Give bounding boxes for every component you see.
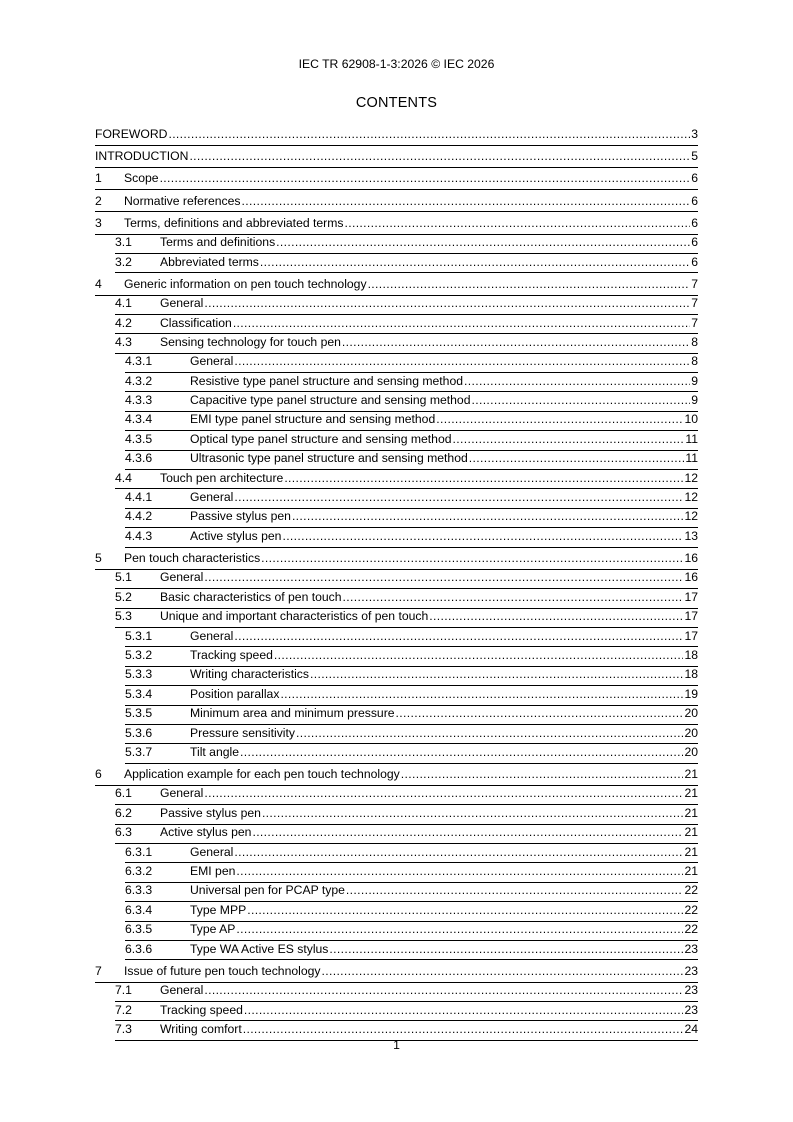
- toc-dot-leader: [252, 823, 683, 842]
- toc-entry-page: 21: [684, 825, 698, 840]
- toc-dot-leader: [204, 784, 683, 803]
- toc-entry-title: EMI pen: [190, 864, 236, 879]
- toc-entry-page: 6: [691, 171, 698, 186]
- toc-entry-title: Type AP: [190, 922, 236, 937]
- toc-entry-title: Classification: [160, 315, 232, 330]
- toc-entry-number: 3: [95, 215, 102, 230]
- toc-dot-leader: [343, 588, 684, 607]
- toc-entry-page: 11: [685, 431, 698, 446]
- toc-entry[interactable]: [95, 294, 698, 313]
- toc-entry-title: Passive stylus pen: [160, 805, 261, 820]
- toc-dot-leader: [189, 147, 690, 166]
- toc-entry-number: 5.3.3: [125, 667, 153, 682]
- toc-entry[interactable]: [95, 527, 698, 546]
- toc-entry-title: Touch pen architecture: [160, 470, 284, 485]
- toc-entry-number: 6.3.1: [125, 844, 153, 859]
- toc-entry-title: INTRODUCTION: [95, 149, 189, 164]
- toc-entry[interactable]: [95, 507, 698, 526]
- toc-dot-leader: [296, 724, 683, 743]
- toc-entry-page: 8: [691, 334, 698, 349]
- toc-entry[interactable]: [95, 410, 698, 429]
- toc-entry-number: 5: [95, 550, 102, 565]
- toc-entry-number: 6.3.6: [125, 941, 153, 956]
- toc-entry-page: 16: [684, 570, 698, 585]
- toc-entry-number: 7: [95, 963, 102, 978]
- toc-dot-leader: [243, 1020, 684, 1039]
- toc-entry[interactable]: [95, 169, 698, 188]
- toc-dot-leader: [204, 981, 683, 1000]
- toc-entry-number: 6.3.3: [125, 883, 153, 898]
- toc-entry-number: 4.4.3: [125, 528, 153, 543]
- toc-entry-page: 10: [684, 412, 698, 427]
- toc-entry-page: 6: [691, 254, 698, 269]
- toc-entry-number: 6.3.5: [125, 922, 153, 937]
- toc-dot-leader: [282, 527, 683, 546]
- toc-entry-number: 4.2: [115, 315, 132, 330]
- toc-entry-title: FOREWORD: [95, 127, 168, 141]
- toc-entry-page: 20: [684, 744, 698, 759]
- toc-entry-number: 4.3: [115, 334, 132, 349]
- toc-entry[interactable]: [95, 665, 698, 684]
- toc-entry-title: Active stylus pen: [160, 825, 252, 840]
- toc-dot-leader: [276, 233, 690, 252]
- toc-entry[interactable]: [95, 685, 698, 704]
- toc-entry-title: Writing comfort: [160, 1021, 242, 1036]
- toc-entry-page: 21: [684, 864, 698, 879]
- toc-entry-title: Ultrasonic type panel structure and sensing method: [190, 451, 468, 466]
- toc-entry-title: General: [160, 786, 204, 801]
- toc-entry[interactable]: [95, 981, 698, 1000]
- toc-entry[interactable]: [95, 372, 698, 391]
- toc-dot-leader: [346, 881, 684, 900]
- toc-entry-number: 3.1: [115, 235, 132, 250]
- toc-entry-title: Terms, definitions and abbreviated terms: [124, 215, 344, 230]
- page-number: 1: [393, 1038, 400, 1052]
- toc-entry-title: Application example for each pen touch technology: [124, 767, 400, 782]
- toc-entry-page: 20: [684, 706, 698, 721]
- toc-dot-leader: [401, 765, 684, 784]
- table-of-contents: [95, 125, 698, 1039]
- toc-dot-leader: [234, 843, 683, 862]
- toc-entry-number: 5.3: [115, 609, 132, 624]
- toc-entry[interactable]: [95, 1020, 698, 1039]
- toc-entry[interactable]: [95, 214, 698, 233]
- toc-entry-title: Terms and definitions: [160, 235, 276, 250]
- toc-entry-page: 23: [684, 983, 698, 998]
- toc-entry[interactable]: [95, 253, 698, 272]
- toc-dot-leader: [280, 685, 683, 704]
- toc-entry-page: 9: [691, 373, 698, 388]
- toc-entry-title: General: [190, 628, 234, 643]
- toc-entry-page: 20: [684, 725, 698, 740]
- toc-entry[interactable]: [95, 940, 698, 959]
- toc-entry-page: 3: [691, 127, 698, 141]
- toc-entry[interactable]: [95, 704, 698, 723]
- toc-entry[interactable]: [95, 333, 698, 352]
- toc-entry-title: Pen touch characteristics: [124, 550, 261, 565]
- toc-entry[interactable]: [95, 568, 698, 587]
- toc-entry-page: 21: [684, 805, 698, 820]
- toc-entry[interactable]: [95, 469, 698, 488]
- toc-entry-title: General: [190, 354, 234, 369]
- document-header: IEC TR 62908-1-3:2026 © IEC 2026: [298, 57, 495, 71]
- toc-entry[interactable]: [95, 920, 698, 939]
- toc-entry-number: 6.3.4: [125, 902, 153, 917]
- toc-dot-leader: [240, 743, 683, 762]
- toc-entry-title: Basic characteristics of pen touch: [160, 589, 342, 604]
- toc-entry-number: 4.3.2: [125, 373, 153, 388]
- toc-entry-page: 22: [684, 922, 698, 937]
- toc-entry-number: 4.3.5: [125, 431, 153, 446]
- toc-entry-page: 7: [691, 296, 698, 311]
- toc-entry-page: 12: [684, 509, 698, 524]
- toc-entry-number: 4: [95, 276, 102, 291]
- toc-dot-leader: [262, 804, 684, 823]
- toc-entry-number: 6.3.2: [125, 864, 153, 879]
- toc-entry-number: 6.2: [115, 805, 132, 820]
- toc-entry-title: Tilt angle: [190, 744, 239, 759]
- toc-entry-number: 4.4.2: [125, 509, 153, 524]
- toc-dot-leader: [204, 294, 690, 313]
- toc-entry-title: Writing characteristics: [190, 667, 309, 682]
- toc-entry-title: Passive stylus pen: [190, 509, 291, 524]
- toc-entry-number: 7.2: [115, 1002, 132, 1017]
- toc-entry-number: 4.4.1: [125, 490, 153, 505]
- toc-entry-page: 22: [684, 883, 698, 898]
- toc-dot-leader: [260, 253, 690, 272]
- toc-entry[interactable]: [95, 743, 698, 762]
- toc-entry-page: 7: [691, 276, 698, 291]
- toc-entry-page: 17: [684, 609, 698, 624]
- toc-entry-page: 13: [684, 528, 698, 543]
- toc-entry[interactable]: [95, 488, 698, 507]
- toc-entry[interactable]: [95, 314, 698, 333]
- toc-entry-title: Position parallax: [190, 686, 280, 701]
- toc-entry[interactable]: [95, 125, 698, 144]
- toc-entry-number: 4.3.1: [125, 354, 153, 369]
- toc-dot-leader: [234, 488, 683, 507]
- toc-dot-leader: [236, 920, 683, 939]
- toc-entry-title: Tracking speed: [190, 647, 273, 662]
- toc-entry-title: Scope: [124, 171, 159, 186]
- toc-entry-title: Capacitive type panel structure and sensing method: [190, 393, 471, 408]
- toc-entry-page: 6: [691, 193, 698, 208]
- toc-entry-page: 18: [684, 667, 698, 682]
- toc-entry-page: 21: [684, 844, 698, 859]
- toc-entry-page: 17: [684, 589, 698, 604]
- toc-entry-number: 4.3.6: [125, 451, 153, 466]
- toc-entry-title: Generic information on pen touch technology: [124, 276, 367, 291]
- toc-dot-leader: [234, 352, 690, 371]
- toc-dot-leader: [292, 507, 684, 526]
- toc-entry-page: 9: [691, 393, 698, 408]
- toc-dot-leader: [274, 646, 684, 665]
- toc-dot-leader: [368, 275, 691, 294]
- toc-entry-number: 4.3.4: [125, 412, 153, 427]
- toc-entry-page: 5: [691, 149, 698, 164]
- toc-entry-title: Unique and important characteristics of pen touch: [160, 609, 429, 624]
- toc-dot-leader: [234, 627, 683, 646]
- toc-entry-page: 18: [684, 647, 698, 662]
- toc-entry-page: 17: [684, 628, 698, 643]
- toc-entry[interactable]: [95, 352, 698, 371]
- toc-dot-leader: [342, 333, 690, 352]
- toc-entry[interactable]: [95, 233, 698, 252]
- toc-dot-leader: [168, 125, 690, 144]
- toc-entry-title: Normative references: [124, 193, 241, 208]
- toc-entry-title: Type MPP: [190, 902, 247, 917]
- toc-entry[interactable]: [95, 627, 698, 646]
- toc-entry[interactable]: [95, 901, 698, 920]
- toc-entry-number: 3.2: [115, 254, 132, 269]
- toc-dot-leader: [233, 314, 690, 333]
- toc-entry-number: 7.1: [115, 983, 132, 998]
- toc-dot-leader: [429, 607, 683, 626]
- toc-entry-number: 4.4: [115, 470, 132, 485]
- toc-entry-title: General: [190, 490, 234, 505]
- toc-entry[interactable]: [95, 843, 698, 862]
- toc-entry[interactable]: [95, 862, 698, 881]
- toc-entry-title: Minimum area and minimum pressure: [190, 706, 395, 721]
- toc-entry-title: Pressure sensitivity: [190, 725, 295, 740]
- toc-entry-page: 11: [685, 451, 698, 466]
- toc-entry-number: 5.3.7: [125, 744, 153, 759]
- toc-entry-title: General: [160, 570, 204, 585]
- toc-entry-number: 5.2: [115, 589, 132, 604]
- toc-dot-leader: [396, 704, 684, 723]
- toc-entry-number: 5.3.6: [125, 725, 153, 740]
- toc-entry-page: 7: [691, 315, 698, 330]
- toc-entry[interactable]: [95, 549, 698, 568]
- toc-entry-title: Type WA Active ES stylus: [190, 941, 329, 956]
- toc-entry-title: Active stylus pen: [190, 528, 282, 543]
- toc-entry-page: 6: [691, 215, 698, 230]
- toc-entry-page: 16: [684, 550, 698, 565]
- toc-dot-leader: [344, 214, 690, 233]
- toc-entry[interactable]: [95, 765, 698, 784]
- toc-entry[interactable]: [95, 823, 698, 842]
- toc-entry[interactable]: [95, 646, 698, 665]
- toc-dot-leader: [242, 192, 691, 211]
- toc-entry[interactable]: [95, 1001, 698, 1020]
- toc-entry-page: 21: [684, 786, 698, 801]
- toc-entry-number: 6.3: [115, 825, 132, 840]
- toc-entry[interactable]: [95, 881, 698, 900]
- toc-entry-page: 19: [684, 686, 698, 701]
- toc-entry[interactable]: [95, 192, 698, 211]
- toc-entry-title: Abbreviated terms: [160, 254, 259, 269]
- toc-entry-page: 12: [684, 470, 698, 485]
- toc-dot-leader: [204, 568, 683, 587]
- toc-dot-leader: [284, 469, 683, 488]
- toc-entry-page: 12: [684, 490, 698, 505]
- toc-entry[interactable]: [95, 962, 698, 981]
- toc-dot-leader: [310, 665, 683, 684]
- toc-entry[interactable]: [95, 391, 698, 410]
- toc-entry-page: 23: [684, 941, 698, 956]
- toc-entry[interactable]: [95, 804, 698, 823]
- toc-dot-leader: [247, 901, 683, 920]
- toc-entry[interactable]: [95, 430, 698, 449]
- toc-dot-leader: [236, 862, 683, 881]
- toc-dot-leader: [453, 430, 685, 449]
- toc-entry-page: 23: [684, 1002, 698, 1017]
- toc-dot-leader: [244, 1001, 684, 1020]
- toc-entry-title: EMI type panel structure and sensing method: [190, 412, 436, 427]
- toc-entry[interactable]: [95, 449, 698, 468]
- toc-dot-leader: [436, 410, 683, 429]
- toc-entry[interactable]: [95, 147, 698, 166]
- toc-entry-number: 6: [95, 767, 102, 782]
- toc-entry-number: 5.3.1: [125, 628, 153, 643]
- toc-dot-leader: [322, 962, 684, 981]
- toc-entry-number: 1: [95, 171, 102, 186]
- toc-entry-page: 6: [691, 235, 698, 250]
- toc-entry[interactable]: [95, 275, 698, 294]
- toc-entry-page: 23: [684, 963, 698, 978]
- toc-entry-page: 8: [691, 354, 698, 369]
- toc-entry-number: 4.3.3: [125, 393, 153, 408]
- toc-entry-page: 22: [684, 902, 698, 917]
- toc-entry-number: 2: [95, 193, 102, 208]
- toc-entry-number: 6.1: [115, 786, 132, 801]
- toc-entry[interactable]: [95, 607, 698, 626]
- toc-dot-leader: [469, 449, 685, 468]
- toc-entry[interactable]: [95, 784, 698, 803]
- toc-entry-number: 5.3.2: [125, 647, 153, 662]
- toc-entry-title: General: [160, 983, 204, 998]
- toc-entry-number: 5.1: [115, 570, 132, 585]
- toc-entry-title: Issue of future pen touch technology: [124, 963, 321, 978]
- toc-dot-leader: [160, 169, 691, 188]
- toc-entry-title: Optical type panel structure and sensing method: [190, 431, 452, 446]
- toc-entry[interactable]: [95, 724, 698, 743]
- toc-entry-title: General: [160, 296, 204, 311]
- toc-entry-number: 4.1: [115, 296, 132, 311]
- toc-entry-page: 21: [684, 767, 698, 782]
- toc-entry-title: Resistive type panel structure and sensing method: [190, 373, 464, 388]
- toc-entry-title: Sensing technology for touch pen: [160, 334, 341, 349]
- toc-entry-title: Tracking speed: [160, 1002, 243, 1017]
- toc-entry-number: 7.3: [115, 1021, 132, 1036]
- toc-dot-leader: [471, 391, 690, 410]
- contents-title: CONTENTS: [355, 95, 438, 111]
- toc-entry-number: 5.3.5: [125, 706, 153, 721]
- toc-entry-page: 24: [684, 1021, 698, 1036]
- toc-dot-leader: [261, 549, 683, 568]
- toc-entry-title: General: [190, 844, 234, 859]
- toc-dot-leader: [329, 940, 683, 959]
- toc-dot-leader: [464, 372, 690, 391]
- toc-entry-number: 5.3.4: [125, 686, 153, 701]
- toc-entry[interactable]: [95, 588, 698, 607]
- toc-entry-title: Universal pen for PCAP type: [190, 883, 345, 898]
